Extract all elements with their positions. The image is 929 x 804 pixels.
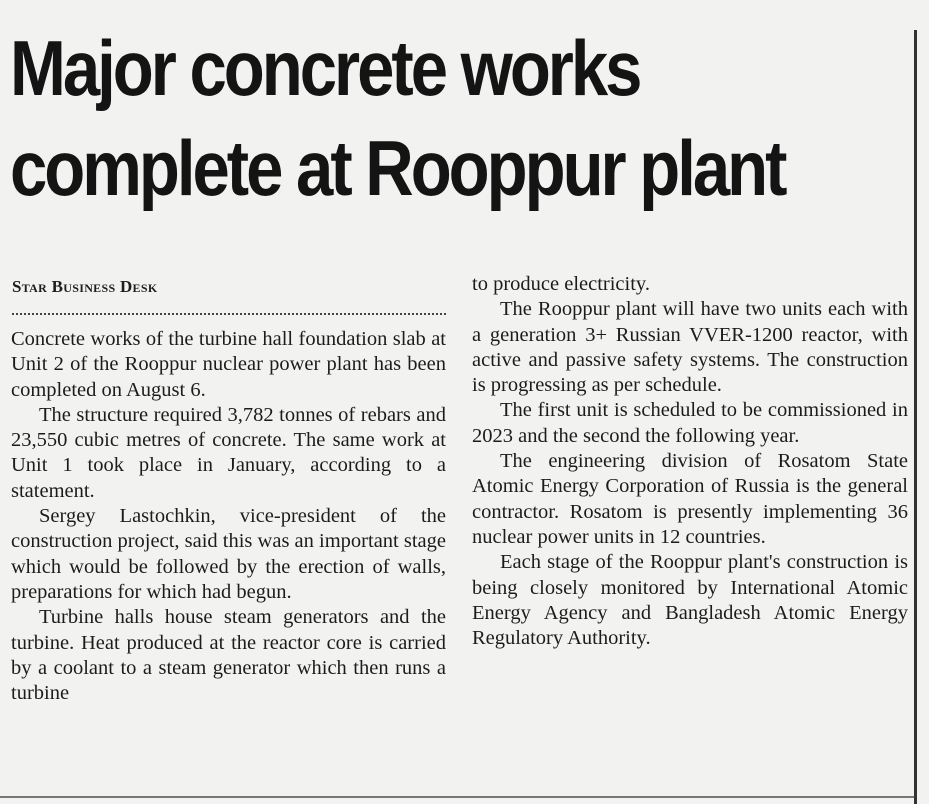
article-column-1 bbox=[11, 327, 446, 706]
dotted-divider bbox=[12, 313, 446, 315]
paragraph: Each stage of the Rooppur plant's construction is being closely monitored by International Atomic Energy Agency and Bangladesh Atomic Energy Regulatory Authority. bbox=[472, 551, 908, 650]
column-rule bbox=[914, 30, 917, 804]
paragraph: The engineering division of Rosatom State Atomic Energy Corporation of Russia is the general contractor. Rosatom is presently implementing 36 nuclear power units in 12 countries. bbox=[472, 450, 908, 548]
paragraph: The structure required 3,782 tonnes of rebars and 23,550 cubic metres of concrete. The same work at Unit 1 took place in January, according to a statement. bbox=[11, 403, 446, 502]
paragraph: The first unit is scheduled to be commissioned in 2023 and the second the following year. bbox=[472, 399, 908, 447]
paragraph: The Rooppur plant will have two units each with a generation 3+ Russian VVER-1200 reactor, with active and passive safety systems. The construction is progressing as per schedule. bbox=[472, 298, 908, 397]
paragraph: Turbine halls house steam generators and the turbine. Heat produced at the reactor core is carried by a coolant to a steam generator which then runs a turbine bbox=[11, 606, 446, 705]
bottom-rule bbox=[0, 796, 914, 798]
headline bbox=[10, 18, 784, 218]
article-column-2 bbox=[472, 272, 908, 651]
paragraph: Concrete works of the turbine hall foundation slab at Unit 2 of the Rooppur nuclear power plant has been completed on August 6. bbox=[11, 328, 446, 401]
byline: Star Business Desk bbox=[12, 277, 158, 296]
paragraph: to produce electricity. bbox=[472, 273, 650, 295]
paragraph: Sergey Lastochkin, vice-president of the construction project, said this was an important stage which would be followed by the erection of walls, preparations for which had begun. bbox=[11, 505, 446, 603]
headline-line-2: complete at Rooppur plant bbox=[10, 124, 785, 212]
headline-line-1: Major concrete works bbox=[10, 24, 640, 112]
